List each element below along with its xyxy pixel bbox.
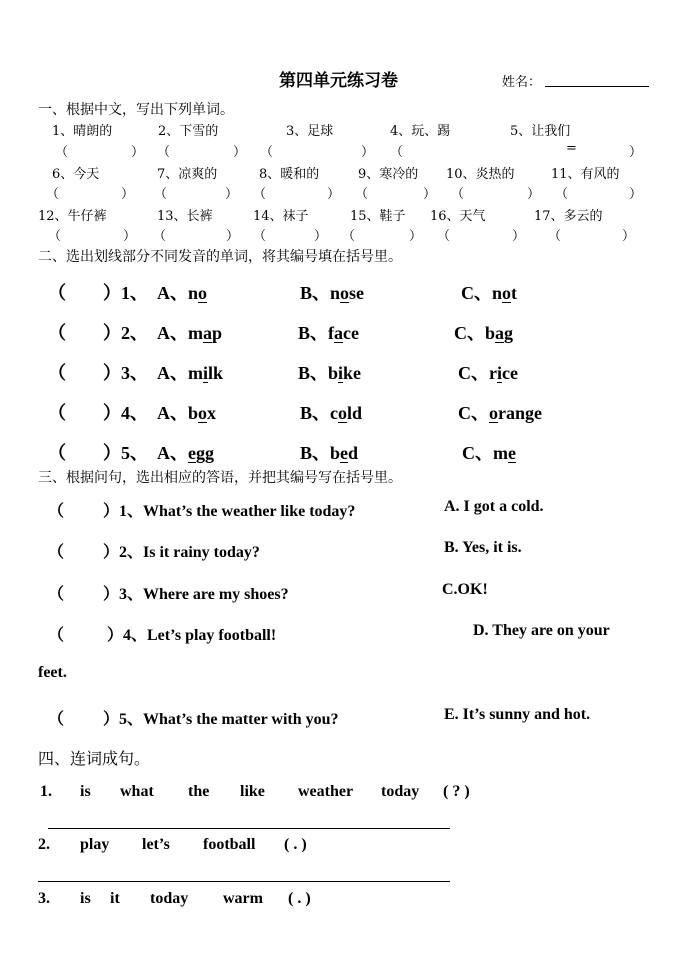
word: ( . ) [284, 836, 307, 853]
section2-title: 二、选出划线部分不同发音的单词，将其编号填在括号里。 [38, 249, 402, 265]
sentence-number: 2. [38, 836, 50, 853]
answer-paren-open[interactable]: （ [390, 145, 404, 160]
answer-paren-open[interactable]: （ [260, 145, 274, 160]
answer-paren-open[interactable]: （ [55, 145, 69, 160]
vocab-item: 11、有风的 [551, 167, 620, 182]
answer-paren-open[interactable]: （ [355, 187, 369, 202]
option-c: C、rice [458, 363, 518, 383]
answer-paren-open[interactable]: （ [48, 363, 66, 383]
question-number: ）5、 [103, 443, 148, 463]
section3-title: 三、根据问句，选出相应的答语，并把其编号写在括号里。 [38, 470, 402, 486]
question-number: ）4、 [103, 403, 148, 423]
answer-paren-close: ） [622, 229, 636, 244]
vocab-item: 8、暖和的 [259, 167, 320, 182]
vocab-item: 2、下雪的 [158, 124, 219, 139]
vocab-item: 5、让我们 [510, 124, 571, 139]
vocab-item: 14、袜子 [253, 209, 309, 224]
question-text: ）1、What’s the weather like today? [103, 503, 356, 520]
word: football [203, 836, 256, 853]
answer-paren-open[interactable]: （ [48, 503, 65, 520]
vocab-item: 12、牛仔裤 [38, 209, 107, 224]
answer-paren-close: ） [527, 187, 541, 202]
question-number: ）2、 [103, 323, 148, 343]
option-c: C、me [462, 443, 516, 463]
answer-paren-open[interactable]: （ [48, 283, 66, 303]
answer-paren-close: ） [327, 187, 341, 202]
option-b: B、cold [300, 403, 363, 423]
word: ( . ) [288, 890, 311, 907]
option-b: B、face [298, 323, 359, 343]
word: today [150, 890, 189, 907]
answer-paren-open[interactable]: （ [48, 229, 62, 244]
name-field[interactable] [545, 86, 649, 87]
question-number: ）3、 [103, 363, 148, 383]
question-text: ）3、Where are my shoes? [103, 586, 289, 603]
section4-title: 四、连词成句。 [38, 749, 151, 768]
answer-paren-open[interactable]: （ [48, 711, 65, 728]
answer-option-wrap: feet. [38, 664, 67, 681]
vocab-item: 6、今天 [52, 167, 100, 182]
vocab-item: 17、多云的 [534, 209, 603, 224]
answer-paren-open[interactable]: （ [253, 229, 267, 244]
answer-paren-open[interactable]: （ [437, 229, 451, 244]
answer-paren-close: ） [226, 229, 240, 244]
sentence-number: 3. [38, 890, 50, 907]
answer-paren-close: ） [409, 229, 423, 244]
option-c: C、orange [458, 403, 542, 423]
vocab-item: 16、天气 [430, 209, 486, 224]
section1-title: 一、根据中文，写出下列单词。 [38, 102, 234, 118]
answer-line[interactable] [38, 881, 450, 882]
option-b: B、bed [300, 443, 359, 463]
answer-paren-open[interactable]: （ [253, 187, 267, 202]
word: like [240, 783, 265, 800]
vocab-item: 7、凉爽的 [157, 167, 218, 182]
option-a: A、box [157, 403, 217, 423]
word: it [110, 890, 120, 907]
option-a: A、no [157, 283, 208, 303]
question-text: ）2、Is it rainy today? [103, 544, 260, 561]
answer-option: D. They are on your [473, 622, 610, 639]
page-title: 第四单元练习卷 [279, 71, 398, 91]
answer-paren-close: ） [225, 187, 239, 202]
vocab-item: 15、鞋子 [350, 209, 406, 224]
vocab-item: 13、长裤 [157, 209, 213, 224]
answer-paren-open[interactable]: （ [451, 187, 465, 202]
vocab-item: 9、寒冷的 [358, 167, 419, 182]
answer-paren-close: ） [131, 145, 145, 160]
answer-paren-open[interactable]: （ [48, 627, 65, 644]
answer-paren-close: ） [121, 187, 135, 202]
answer-paren-close: ） [314, 229, 328, 244]
answer-option: B. Yes, it is. [444, 539, 522, 556]
answer-paren-close: ） [629, 187, 643, 202]
word: let’s [142, 836, 170, 853]
word: is [80, 783, 91, 800]
answer-paren-open[interactable]: （ [555, 187, 569, 202]
vocab-item: 10、炎热的 [446, 167, 515, 182]
equals-sign: = [566, 141, 577, 156]
answer-line[interactable] [48, 828, 450, 829]
option-a: A、egg [157, 443, 214, 463]
answer-paren-open[interactable]: （ [46, 187, 60, 202]
word: weather [298, 783, 354, 800]
answer-paren-close: ） [423, 187, 437, 202]
sentence-number: 1. [40, 783, 52, 800]
option-c: C、bag [454, 323, 514, 343]
option-b: B、bike [298, 363, 362, 383]
answer-option: E. It’s sunny and hot. [444, 706, 591, 723]
answer-paren-close: ） [361, 145, 375, 160]
word: is [80, 890, 91, 907]
word: the [188, 783, 210, 800]
answer-paren-open[interactable]: （ [153, 229, 167, 244]
answer-paren-open[interactable]: （ [157, 145, 171, 160]
vocab-item: 3、足球 [286, 124, 334, 139]
option-a: A、map [157, 323, 223, 343]
name-label: 姓名： [502, 75, 542, 90]
option-b: B、nose [300, 283, 365, 303]
option-a: A、milk [157, 363, 224, 383]
answer-paren-open[interactable]: （ [48, 544, 65, 561]
answer-paren-open[interactable]: （ [48, 443, 66, 463]
answer-paren-close: ） [629, 145, 643, 160]
answer-paren-open[interactable]: （ [548, 229, 562, 244]
word: ( ? ) [443, 783, 470, 800]
word: today [381, 783, 420, 800]
answer-paren-close: ） [512, 229, 526, 244]
question-number: ）1、 [103, 283, 148, 303]
answer-option: A. I got a cold. [444, 498, 544, 515]
answer-option: C.OK! [442, 581, 488, 598]
answer-paren-open[interactable]: （ [48, 323, 66, 343]
word: warm [223, 890, 263, 907]
vocab-item: 4、玩、踢 [390, 124, 451, 139]
option-c: C、not [461, 283, 518, 303]
answer-paren-open[interactable]: （ [48, 403, 66, 423]
answer-paren-open[interactable]: （ [154, 187, 168, 202]
answer-paren-close: ） [233, 145, 247, 160]
answer-paren-open[interactable]: （ [342, 229, 356, 244]
word: play [80, 836, 110, 853]
question-text: ）4、Let’s play football! [107, 627, 277, 644]
question-text: ）5、What’s the matter with you? [103, 711, 339, 728]
vocab-item: 1、晴朗的 [52, 124, 113, 139]
word: what [120, 783, 154, 800]
answer-paren-open[interactable]: （ [48, 586, 65, 603]
answer-paren-close: ） [123, 229, 137, 244]
